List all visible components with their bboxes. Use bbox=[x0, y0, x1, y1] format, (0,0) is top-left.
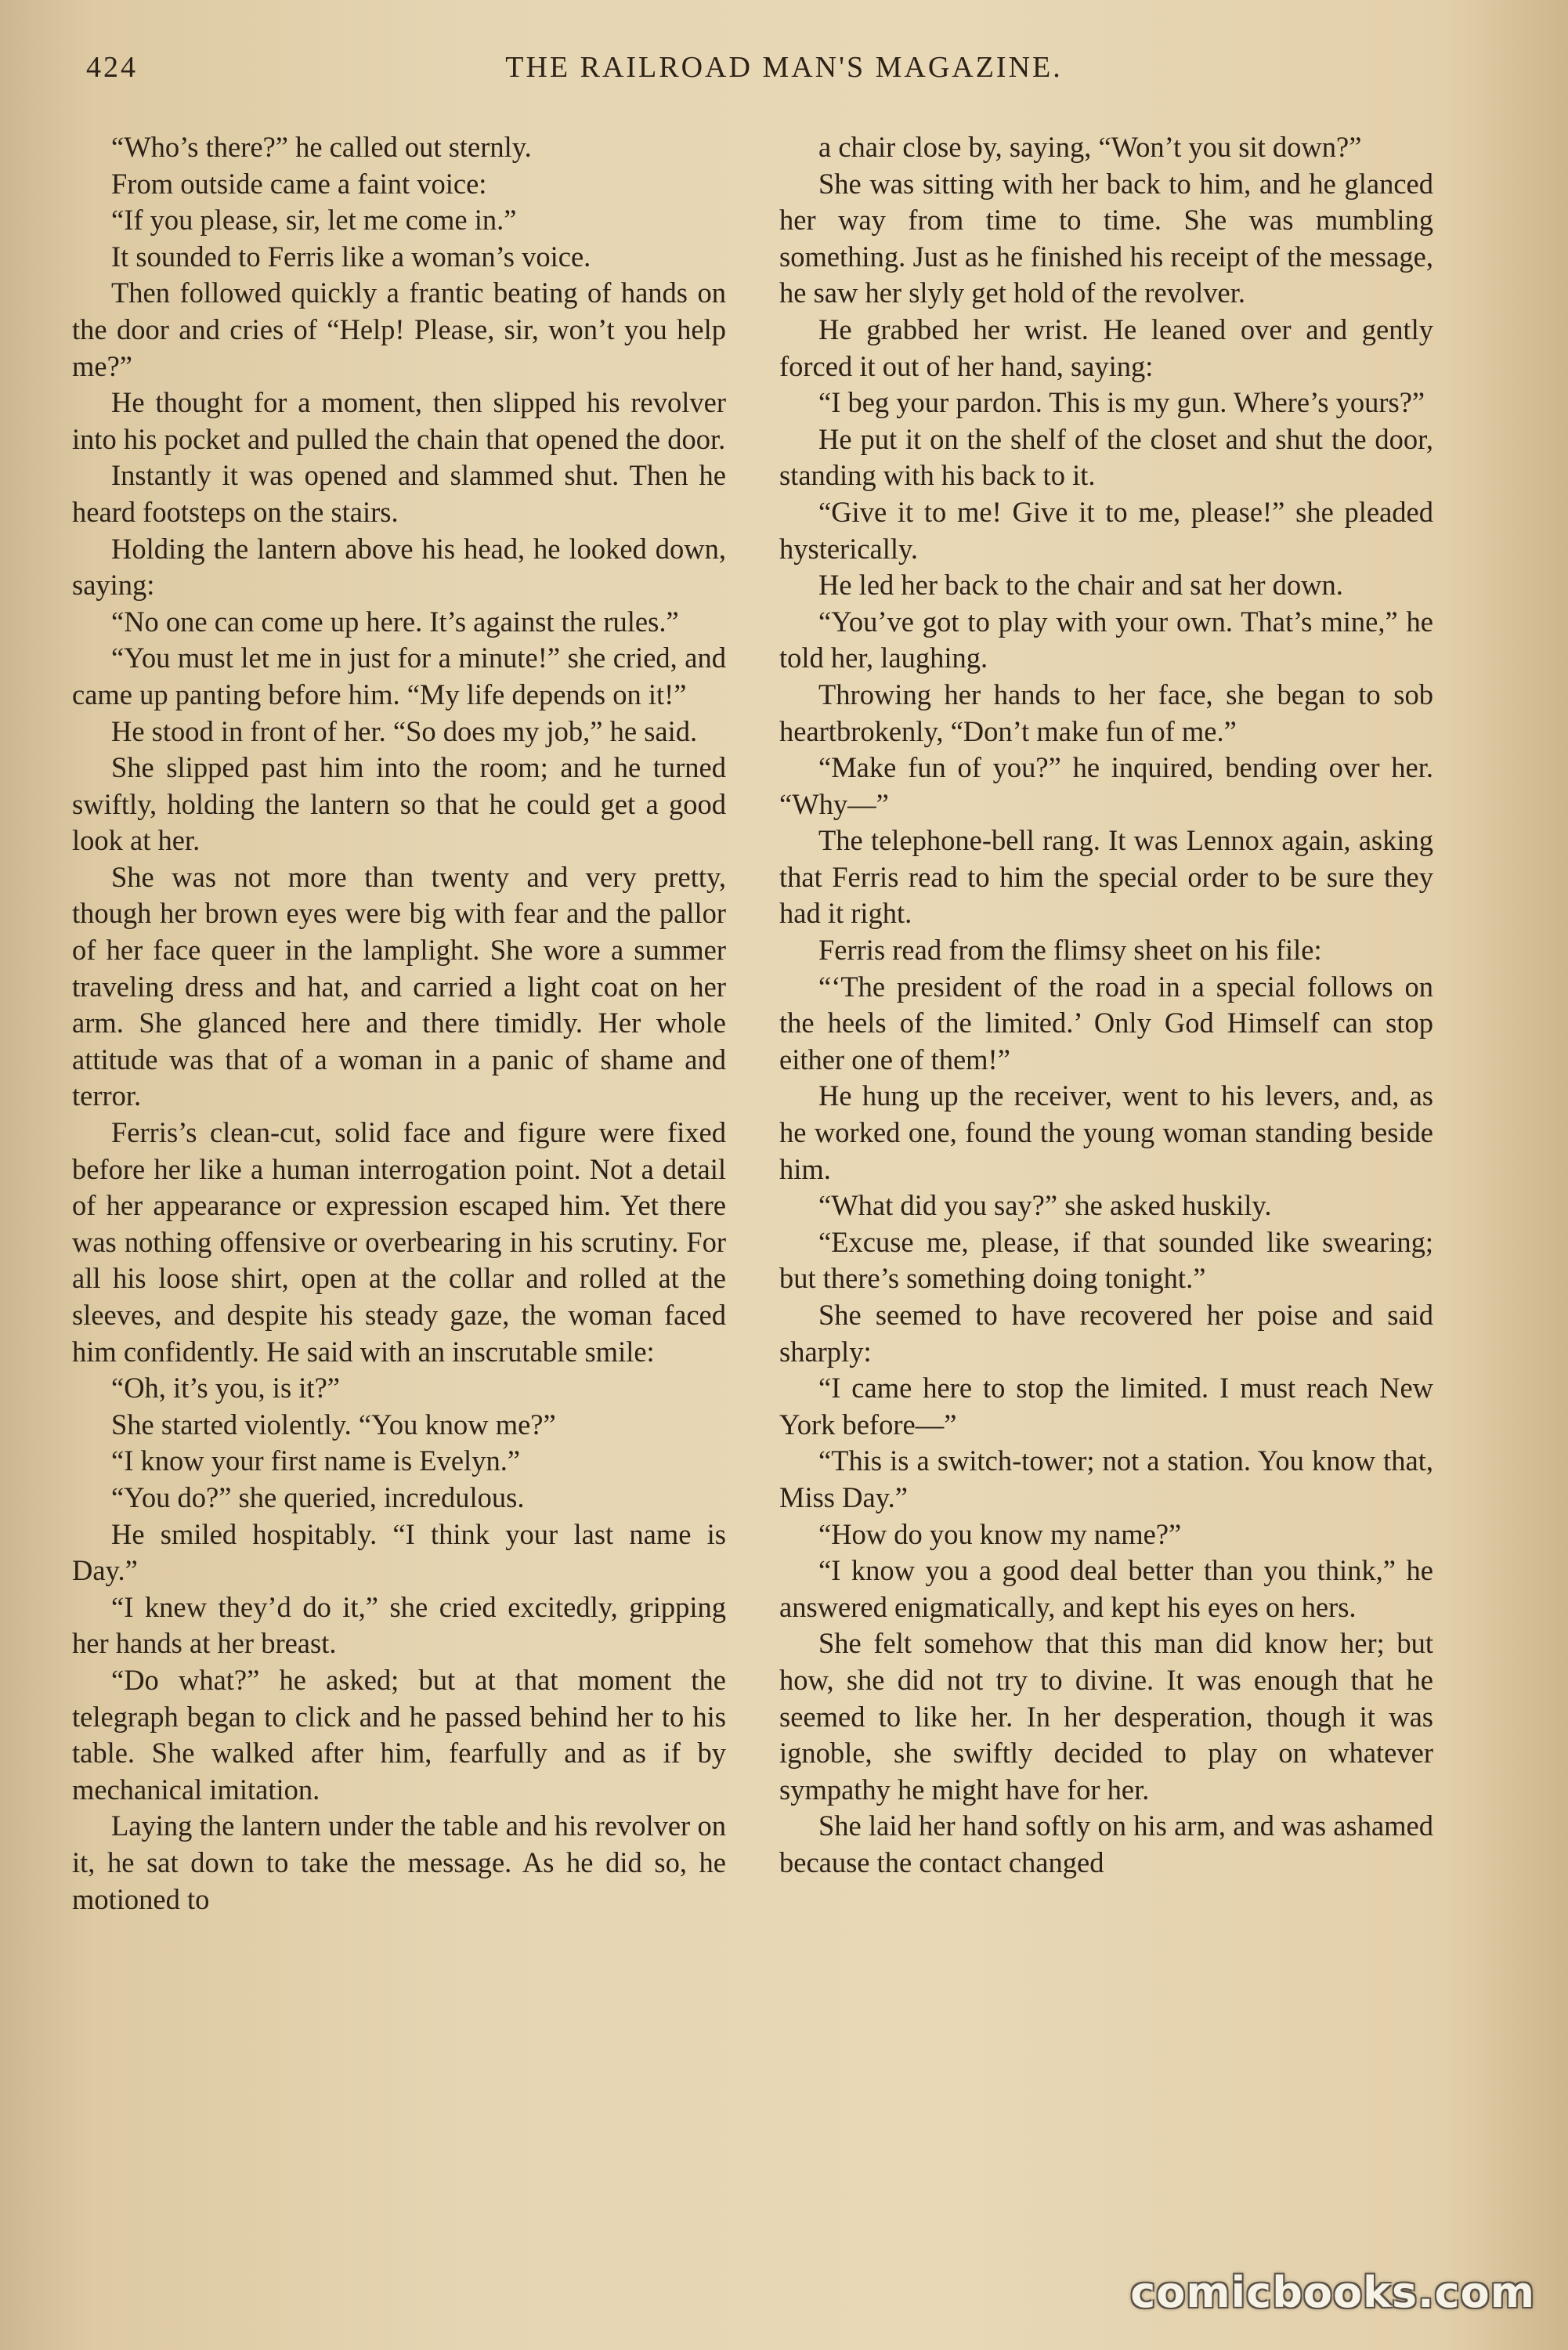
paragraph: He led her back to the chair and sat her down. bbox=[818, 569, 1343, 602]
paragraph: He grabbed her wrist. He leaned over and gently forced it out of her hand, saying: bbox=[779, 313, 1433, 382]
paragraph: Holding the lantern above his head, he looked down, saying: bbox=[72, 532, 726, 602]
paragraph: “I came here to stop the limited. I must reach New York before—” bbox=[779, 1372, 1433, 1441]
paragraph: She felt somehow that this man did know her; but how, she did not try to divine. It was enough that he seemed to like her. In her desperation, though it was ignoble, she swiftly decided to play on whatever sympathy he might have for her. bbox=[779, 1627, 1433, 1806]
paragraph: She slipped past him into the room; and he turned swiftly, holding the lantern so that he could get a good look at her. bbox=[72, 751, 726, 857]
paragraph: “You must let me in just for a minute!” she cried, and came up panting before him. “My life depends on it!” bbox=[72, 642, 726, 710]
left-column bbox=[72, 129, 726, 1918]
paragraph: She was sitting with her back to him, and he glanced her way from time to time. She was mumbling something. Just as he finished his receipt of the message, he saw her slyly get hold of the revolver. bbox=[779, 167, 1433, 309]
paragraph: Laying the lantern under the table and his revolver on it, he sat down to take the message. As he did so, he motioned to bbox=[72, 1810, 726, 1915]
paragraph: It sounded to Ferris like a woman’s voice. bbox=[111, 240, 591, 273]
paragraph: From outside came a faint voice: bbox=[111, 167, 487, 200]
paragraph: “I know your first name is Evelyn.” bbox=[111, 1444, 521, 1477]
paragraph: a chair close by, saying, “Won’t you sit down?” bbox=[818, 131, 1362, 163]
paragraph: He put it on the shelf of the closet and shut the door, standing with his back to it. bbox=[779, 422, 1433, 492]
paragraph: “Excuse me, please, if that sounded like swearing; but there’s something doing tonight.” bbox=[779, 1225, 1433, 1295]
paragraph: “‘The president of the road in a special follows on the heels of the limited.’ Only God Himself can stop either one of them!” bbox=[779, 970, 1433, 1076]
paragraph: “I know you a good deal better than you think,” he answered enigmatically, and kept his eyes on hers. bbox=[779, 1554, 1433, 1623]
paragraph: He hung up the receiver, went to his levers, and, as he worked one, found the young woman standing beside him. bbox=[779, 1079, 1433, 1185]
paragraph: Ferris’s clean-cut, solid face and figure were fixed before her like a human interrogation point. Not a detail of her appearance or expression escaped him. Yet there was nothing offensive or overbearing in his scrutiny. For all his loose shirt, open at the collar and rolled at the sleeves, and despite his steady gaze, the woman faced him confidently. He said with an inscrutable smile: bbox=[72, 1116, 726, 1368]
paragraph: Instantly it was opened and slammed shut. Then he heard footsteps on the stairs. bbox=[72, 459, 726, 528]
paragraph: “Who’s there?” he called out sternly. bbox=[111, 131, 532, 163]
paragraph: She seemed to have recovered her poise and said sharply: bbox=[779, 1299, 1433, 1368]
paragraph: He smiled hospitably. “I think your last name is Day.” bbox=[72, 1517, 726, 1587]
paragraph: He thought for a moment, then slipped his revolver into his pocket and pulled the chain that opened the door. bbox=[72, 386, 726, 455]
paragraph: He stood in front of her. “So does my job,” he said. bbox=[111, 714, 698, 747]
paragraph: “This is a switch-tower; not a station. You know that, Miss Day.” bbox=[779, 1444, 1433, 1513]
paragraph: Throwing her hands to her face, she began to sob heartbrokenly, “Don’t make fun of me.” bbox=[779, 678, 1433, 747]
paragraph: “Give it to me! Give it to me, please!” she pleaded hysterically. bbox=[779, 495, 1433, 565]
paragraph: The telephone-bell rang. It was Lennox again, asking that Ferris read to him the special order to be sure they had it right. bbox=[779, 824, 1433, 930]
watermark-logo: comicbooks.com bbox=[1130, 2268, 1535, 2317]
paragraph: “You do?” she queried, incredulous. bbox=[111, 1480, 525, 1513]
paragraph: “Do what?” he asked; but at that moment the telegraph began to click and he passed behind her to his table. She walked after him, fearfully and as if by mechanical imitation. bbox=[72, 1663, 726, 1806]
paragraph: “Oh, it’s you, is it?” bbox=[111, 1372, 340, 1405]
paragraph: “I beg your pardon. This is my gun. Where’s yours?” bbox=[818, 386, 1425, 419]
paragraph: “If you please, sir, let me come in.” bbox=[111, 204, 517, 237]
paragraph: She started violently. “You know me?” bbox=[111, 1408, 556, 1441]
paragraph: Then followed quickly a frantic beating of hands on the door and cries of “Help! Please, sir, won’t you help me?” bbox=[72, 277, 726, 382]
page-header bbox=[55, 50, 1513, 97]
paragraph: “You’ve got to play with your own. That’s mine,” he told her, laughing. bbox=[779, 605, 1433, 674]
paragraph: She laid her hand softly on his arm, and was ashamed because the contact changed bbox=[779, 1810, 1433, 1878]
paragraph: “No one can come up here. It’s against the rules.” bbox=[111, 605, 679, 638]
paragraph: She was not more than twenty and very pretty, though her brown eyes were big with fear and the pallor of her face queer in the lamplight. She wore a summer traveling dress and hat, and carried a light coat on her arm. She glanced here and there timidly. Her whole attitude was that of a woman in a panic of shame and terror. bbox=[72, 860, 726, 1112]
right-column bbox=[779, 129, 1433, 1882]
paragraph: “Make fun of you?” he inquired, bending over her. “Why—” bbox=[779, 751, 1433, 820]
paragraph: “How do you know my name?” bbox=[818, 1517, 1182, 1550]
paragraph: “I knew they’d do it,” she cried excitedly, gripping her hands at her breast. bbox=[72, 1590, 726, 1660]
paragraph: “What did you say?” she asked huskily. bbox=[818, 1189, 1272, 1222]
running-title: THE RAILROAD MAN'S MAGAZINE. bbox=[505, 51, 1063, 84]
paragraph: Ferris read from the flimsy sheet on his file: bbox=[818, 934, 1322, 967]
page-number: 424 bbox=[86, 51, 138, 84]
